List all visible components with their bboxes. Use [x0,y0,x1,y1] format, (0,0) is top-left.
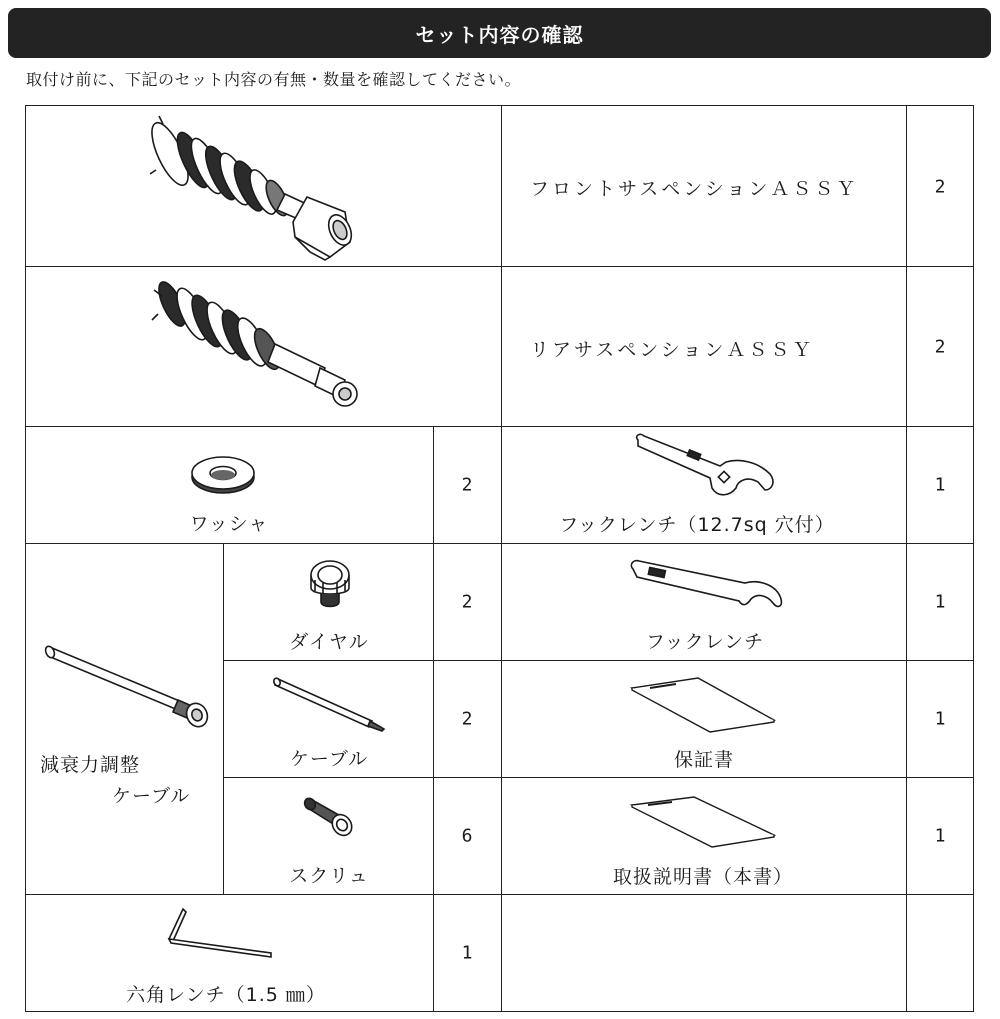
item-qty-hook-wrench: 1 [934,591,946,613]
cable-image [272,675,390,735]
screw-image [302,797,354,841]
item-label-hook-wrench-hole: フックレンチ（12.7sq 穴付） [559,514,835,536]
manual-image [628,795,778,847]
item-qty-rear-suspension: 2 [934,336,946,358]
damping-cable-image [42,640,212,730]
warranty-image [628,676,778,732]
cell-empty-qty [906,894,974,1012]
section-title: セット内容の確認 [415,22,584,47]
item-qty-cable: 2 [461,708,473,730]
washer-image [190,455,256,495]
item-qty-warranty: 1 [934,708,946,730]
item-qty-manual: 1 [934,825,946,847]
item-label-damping-cable-line1: 減衰力調整 [40,754,141,776]
item-label-damping-cable-line2: ケーブル [112,785,191,807]
front-suspension-image [145,112,360,260]
item-label-washer: ワッシャ [189,513,269,535]
item-label-warranty: 保証書 [673,749,735,771]
item-label-hook-wrench: フックレンチ [645,631,765,653]
item-label-front-suspension: フロントサスペンションＡＳＳＹ [530,178,859,200]
hex-wrench-image [165,905,280,959]
item-label-rear-suspension: リアサスペンションＡＳＳＹ [530,339,815,361]
intro-text: 取付け前に、下記のセット内容の有無・数量を確認してください。 [26,70,522,89]
item-qty-hex-wrench: 1 [461,942,473,964]
item-label-dial: ダイヤル [289,631,369,653]
section-title-bar [8,8,991,58]
rear-suspension-image [150,276,360,416]
item-qty-hook-wrench-hole: 1 [934,474,946,496]
item-label-manual: 取扱説明書（本書） [612,866,794,888]
item-label-cable: ケーブル [289,748,369,770]
hook-wrench-hole-image [630,432,780,502]
item-label-screw: スクリュ [289,865,369,887]
hook-wrench-image [627,559,787,615]
cell-empty [501,894,907,1012]
item-label-hex-wrench: 六角レンチ（1.5 ㎜） [126,984,326,1006]
item-qty-screw: 6 [461,825,473,847]
item-qty-front-suspension: 2 [934,176,946,198]
item-qty-dial: 2 [461,591,473,613]
item-qty-washer: 2 [461,474,473,496]
dial-image [305,558,355,610]
